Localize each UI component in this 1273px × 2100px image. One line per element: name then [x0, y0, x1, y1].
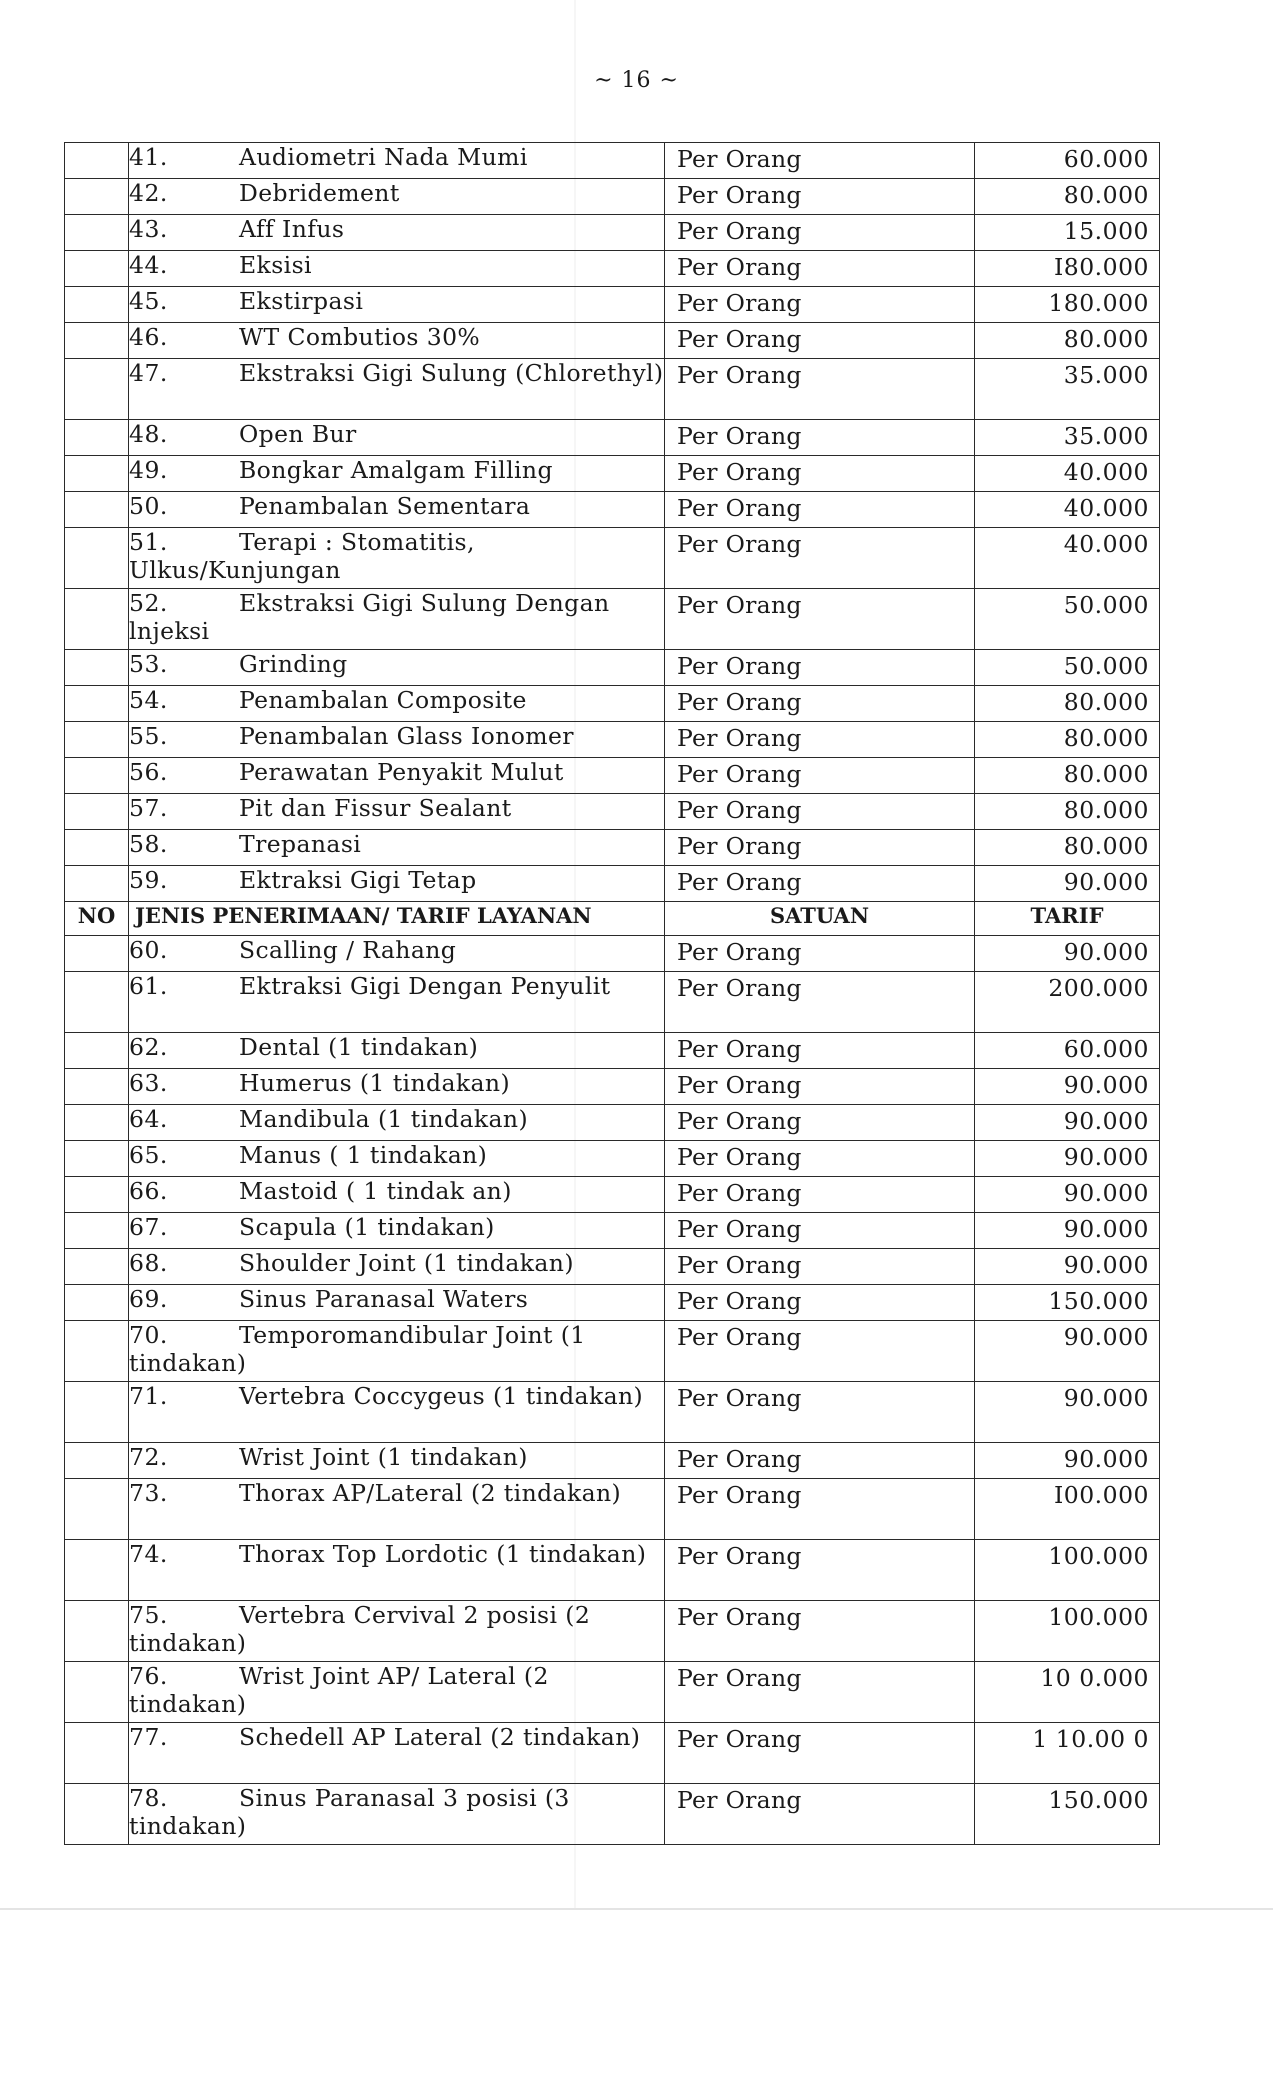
- row-item-cell: [129, 758, 665, 794]
- row-tarif-cell: 80.000: [975, 722, 1160, 758]
- row-tarif-cell: 90.000: [975, 1213, 1160, 1249]
- row-no-cell: [65, 650, 129, 686]
- row-unit-cell: Per Orang: [665, 1105, 975, 1141]
- row-unit-cell: Per Orang: [665, 251, 975, 287]
- item-number: 61.: [129, 972, 168, 1000]
- row-item-cell: [129, 528, 665, 589]
- table-row: [65, 1662, 1160, 1723]
- row-no-cell: [65, 1177, 129, 1213]
- item-name: Audiometri Nada Mumi: [239, 143, 528, 171]
- row-unit-cell: Per Orang: [665, 830, 975, 866]
- row-tarif-cell: 60.000: [975, 1033, 1160, 1069]
- row-unit-cell: Per Orang: [665, 866, 975, 902]
- row-tarif-cell: 90.000: [975, 1382, 1160, 1443]
- item-number: 49.: [129, 456, 168, 484]
- row-unit-cell: Per Orang: [665, 794, 975, 830]
- row-unit-cell: Per Orang: [665, 1382, 975, 1443]
- row-tarif-cell: 80.000: [975, 323, 1160, 359]
- item-number: 73.: [129, 1479, 168, 1507]
- row-tarif-cell: I80.000: [975, 251, 1160, 287]
- row-tarif-cell: 90.000: [975, 1069, 1160, 1105]
- item-name: Scapula (1 tindakan): [239, 1213, 495, 1241]
- item-name: Terapi : Stomatitis, Ulkus/Kunjungan: [129, 528, 475, 584]
- table-row: [65, 287, 1160, 323]
- row-item-cell: [129, 323, 665, 359]
- row-tarif-cell: 80.000: [975, 179, 1160, 215]
- row-item-cell: [129, 1213, 665, 1249]
- row-tarif-cell: 90.000: [975, 866, 1160, 902]
- table-row: [65, 830, 1160, 866]
- item-number: 57.: [129, 794, 168, 822]
- row-item-cell: [129, 1069, 665, 1105]
- row-no-cell: [65, 722, 129, 758]
- row-tarif-cell: 80.000: [975, 794, 1160, 830]
- row-no-cell: [65, 323, 129, 359]
- row-no-cell: [65, 1443, 129, 1479]
- row-no-cell: [65, 179, 129, 215]
- row-item-cell: [129, 650, 665, 686]
- table-row: [65, 866, 1160, 902]
- row-unit-cell: Per Orang: [665, 1213, 975, 1249]
- row-item-cell: [129, 1723, 665, 1784]
- item-name: Schedell AP Lateral (2 tindakan): [239, 1723, 641, 1751]
- row-tarif-cell: 90.000: [975, 1141, 1160, 1177]
- row-tarif-cell: 90.000: [975, 1443, 1160, 1479]
- row-item-cell: [129, 1105, 665, 1141]
- row-unit-cell: Per Orang: [665, 936, 975, 972]
- row-unit-cell: Per Orang: [665, 1069, 975, 1105]
- row-unit-cell: Per Orang: [665, 1321, 975, 1382]
- row-unit-cell: Per Orang: [665, 1443, 975, 1479]
- row-no-cell: [65, 1069, 129, 1105]
- item-name: Thorax AP/Lateral (2 tindakan): [239, 1479, 622, 1507]
- header-name: JENIS PENERIMAAN/ TARIF LAYANAN: [129, 902, 665, 936]
- row-unit-cell: Per Orang: [665, 179, 975, 215]
- row-no-cell: [65, 1723, 129, 1784]
- item-number: 48.: [129, 420, 168, 448]
- table-row: [65, 650, 1160, 686]
- row-tarif-cell: 150.000: [975, 1784, 1160, 1845]
- table-row: [65, 1540, 1160, 1601]
- row-tarif-cell: 80.000: [975, 758, 1160, 794]
- row-tarif-cell: 90.000: [975, 1321, 1160, 1382]
- header-no: NO: [65, 902, 129, 936]
- item-name: Dental (1 tindakan): [239, 1033, 479, 1061]
- item-number: 78.: [129, 1784, 168, 1812]
- row-unit-cell: Per Orang: [665, 686, 975, 722]
- row-no-cell: [65, 492, 129, 528]
- row-item-cell: [129, 1249, 665, 1285]
- row-unit-cell: Per Orang: [665, 1249, 975, 1285]
- row-item-cell: [129, 722, 665, 758]
- row-no-cell: [65, 758, 129, 794]
- row-no-cell: [65, 359, 129, 420]
- header-row: [65, 902, 1160, 936]
- item-number: 43.: [129, 215, 168, 243]
- item-name: Ekstraksi Gigi Sulung Dengan lnjeksi: [129, 589, 610, 645]
- item-name: Temporomandibular Joint (1 tindakan): [129, 1321, 586, 1377]
- row-unit-cell: Per Orang: [665, 1540, 975, 1601]
- row-item-cell: [129, 1601, 665, 1662]
- item-name: Mandibula (1 tindakan): [239, 1105, 529, 1133]
- table-row: [65, 492, 1160, 528]
- row-no-cell: [65, 972, 129, 1033]
- table-row: [65, 1177, 1160, 1213]
- item-name: Ektraksi Gigi Dengan Penyulit: [239, 972, 611, 1000]
- row-tarif-cell: 1 10.00 0: [975, 1723, 1160, 1784]
- table-row: [65, 1601, 1160, 1662]
- item-number: 63.: [129, 1069, 168, 1097]
- item-name: Ekstirpasi: [239, 287, 364, 315]
- item-number: 45.: [129, 287, 168, 315]
- row-item-cell: [129, 866, 665, 902]
- row-tarif-cell: 50.000: [975, 650, 1160, 686]
- row-tarif-cell: 90.000: [975, 1177, 1160, 1213]
- table-row: [65, 251, 1160, 287]
- row-unit-cell: Per Orang: [665, 650, 975, 686]
- item-number: 74.: [129, 1540, 168, 1568]
- row-unit-cell: Per Orang: [665, 1723, 975, 1784]
- row-tarif-cell: 100.000: [975, 1540, 1160, 1601]
- item-name: Manus ( 1 tindakan): [239, 1141, 488, 1169]
- item-number: 66.: [129, 1177, 168, 1205]
- row-unit-cell: Per Orang: [665, 1662, 975, 1723]
- row-no-cell: [65, 420, 129, 456]
- table-row: [65, 722, 1160, 758]
- row-tarif-cell: 40.000: [975, 456, 1160, 492]
- row-unit-cell: Per Orang: [665, 528, 975, 589]
- table-row: [65, 1033, 1160, 1069]
- item-number: 75.: [129, 1601, 168, 1629]
- table-row: [65, 1479, 1160, 1540]
- row-tarif-cell: 40.000: [975, 528, 1160, 589]
- row-tarif-cell: 90.000: [975, 1249, 1160, 1285]
- row-unit-cell: Per Orang: [665, 1479, 975, 1540]
- row-no-cell: [65, 1479, 129, 1540]
- table-row: [65, 1249, 1160, 1285]
- row-unit-cell: Per Orang: [665, 972, 975, 1033]
- item-name: Humerus (1 tindakan): [239, 1069, 511, 1097]
- row-no-cell: [65, 1141, 129, 1177]
- row-no-cell: [65, 1249, 129, 1285]
- table-body-bottom: [65, 936, 1160, 1845]
- row-item-cell: [129, 1382, 665, 1443]
- row-item-cell: [129, 936, 665, 972]
- row-no-cell: [65, 1321, 129, 1382]
- row-tarif-cell: 100.000: [975, 1601, 1160, 1662]
- row-item-cell: [129, 972, 665, 1033]
- row-tarif-cell: 40.000: [975, 492, 1160, 528]
- row-no-cell: [65, 866, 129, 902]
- row-tarif-cell: 80.000: [975, 686, 1160, 722]
- table-row: [65, 758, 1160, 794]
- item-name: Sinus Paranasal 3 posisi (3 tindakan): [129, 1784, 570, 1840]
- item-name: Vertebra Coccygeus (1 tindakan): [239, 1382, 644, 1410]
- page-number: ~ 16 ~: [594, 68, 679, 93]
- table-row: [65, 686, 1160, 722]
- table-row: [65, 179, 1160, 215]
- row-item-cell: [129, 1141, 665, 1177]
- row-no-cell: [65, 1382, 129, 1443]
- table-body-top: [65, 143, 1160, 902]
- row-unit-cell: Per Orang: [665, 1784, 975, 1845]
- table-row: [65, 1105, 1160, 1141]
- row-tarif-cell: 60.000: [975, 143, 1160, 179]
- item-name: Ekstraksi Gigi Sulung (Chlorethyl): [239, 359, 664, 387]
- table-row: [65, 420, 1160, 456]
- row-item-cell: [129, 359, 665, 420]
- item-name: WT Combutios 30%: [239, 323, 481, 351]
- table-row: [65, 456, 1160, 492]
- row-no-cell: [65, 1784, 129, 1845]
- item-number: 46.: [129, 323, 168, 351]
- row-no-cell: [65, 936, 129, 972]
- item-name: Wrist Joint AP/ Lateral (2 tindakan): [129, 1662, 549, 1718]
- row-unit-cell: Per Orang: [665, 287, 975, 323]
- row-tarif-cell: 35.000: [975, 359, 1160, 420]
- row-no-cell: [65, 528, 129, 589]
- item-name: Wrist Joint (1 tindakan): [239, 1443, 528, 1471]
- row-item-cell: [129, 1033, 665, 1069]
- table-row: [65, 936, 1160, 972]
- tariff-table: [64, 142, 1160, 1845]
- row-no-cell: [65, 1662, 129, 1723]
- row-unit-cell: Per Orang: [665, 589, 975, 650]
- table-row: [65, 528, 1160, 589]
- row-tarif-cell: 50.000: [975, 589, 1160, 650]
- item-name: Mastoid ( 1 tindak an): [239, 1177, 512, 1205]
- row-no-cell: [65, 143, 129, 179]
- row-no-cell: [65, 1213, 129, 1249]
- item-number: 65.: [129, 1141, 168, 1169]
- row-no-cell: [65, 456, 129, 492]
- item-number: 62.: [129, 1033, 168, 1061]
- item-name: Grinding: [239, 650, 348, 678]
- row-tarif-cell: 35.000: [975, 420, 1160, 456]
- row-no-cell: [65, 1540, 129, 1601]
- item-name: Open Bur: [239, 420, 357, 448]
- table-row: [65, 1443, 1160, 1479]
- row-tarif-cell: 80.000: [975, 830, 1160, 866]
- row-unit-cell: Per Orang: [665, 1033, 975, 1069]
- row-no-cell: [65, 1285, 129, 1321]
- row-tarif-cell: 180.000: [975, 287, 1160, 323]
- item-name: Bongkar Amalgam Filling: [239, 456, 553, 484]
- row-item-cell: [129, 589, 665, 650]
- row-tarif-cell: 150.000: [975, 1285, 1160, 1321]
- item-number: 41.: [129, 143, 168, 171]
- header-unit: SATUAN: [665, 902, 975, 936]
- row-item-cell: [129, 287, 665, 323]
- table-row: [65, 1069, 1160, 1105]
- table-row: [65, 794, 1160, 830]
- table-row: [65, 1213, 1160, 1249]
- table-row: [65, 359, 1160, 420]
- row-no-cell: [65, 287, 129, 323]
- header-tarif: TARIF: [975, 902, 1160, 936]
- table-row: [65, 1141, 1160, 1177]
- item-number: 50.: [129, 492, 168, 520]
- item-number: 59.: [129, 866, 168, 894]
- row-unit-cell: Per Orang: [665, 323, 975, 359]
- row-unit-cell: Per Orang: [665, 1141, 975, 1177]
- item-number: 60.: [129, 936, 168, 964]
- table-row: [65, 972, 1160, 1033]
- item-name: Pit dan Fissur Sealant: [239, 794, 512, 822]
- item-number: 58.: [129, 830, 168, 858]
- item-number: 77.: [129, 1723, 168, 1751]
- row-item-cell: [129, 1285, 665, 1321]
- row-no-cell: [65, 1105, 129, 1141]
- row-item-cell: [129, 215, 665, 251]
- item-name: Shoulder Joint (1 tindakan): [239, 1249, 574, 1277]
- row-unit-cell: Per Orang: [665, 215, 975, 251]
- row-no-cell: [65, 830, 129, 866]
- row-no-cell: [65, 251, 129, 287]
- scan-edge-line: [0, 1908, 1273, 1910]
- item-name: Thorax Top Lordotic (1 tindakan): [239, 1540, 647, 1568]
- item-number: 71.: [129, 1382, 168, 1410]
- item-number: 76.: [129, 1662, 168, 1690]
- row-item-cell: [129, 251, 665, 287]
- table-row: [65, 1285, 1160, 1321]
- row-unit-cell: Per Orang: [665, 1601, 975, 1662]
- item-number: 51.: [129, 528, 168, 556]
- item-name: Penambalan Sementara: [239, 492, 531, 520]
- item-number: 68.: [129, 1249, 168, 1277]
- row-tarif-cell: I00.000: [975, 1479, 1160, 1540]
- row-item-cell: [129, 1177, 665, 1213]
- row-item-cell: [129, 794, 665, 830]
- row-item-cell: [129, 830, 665, 866]
- row-unit-cell: Per Orang: [665, 1285, 975, 1321]
- item-name: Scalling / Rahang: [239, 936, 457, 964]
- row-item-cell: [129, 143, 665, 179]
- item-number: 53.: [129, 650, 168, 678]
- row-no-cell: [65, 589, 129, 650]
- item-name: Eksisi: [239, 251, 312, 279]
- item-name: Vertebra Cervival 2 posisi (2 tindakan): [129, 1601, 591, 1657]
- item-name: Trepanasi: [239, 830, 362, 858]
- row-item-cell: [129, 1443, 665, 1479]
- row-unit-cell: Per Orang: [665, 359, 975, 420]
- row-tarif-cell: 90.000: [975, 1105, 1160, 1141]
- table-header: [65, 902, 1160, 936]
- table-row: [65, 1382, 1160, 1443]
- item-number: 67.: [129, 1213, 168, 1241]
- row-item-cell: [129, 492, 665, 528]
- row-unit-cell: Per Orang: [665, 758, 975, 794]
- row-item-cell: [129, 686, 665, 722]
- item-number: 44.: [129, 251, 168, 279]
- item-number: 56.: [129, 758, 168, 786]
- row-tarif-cell: 90.000: [975, 936, 1160, 972]
- item-name: Perawatan Penyakit Mulut: [239, 758, 564, 786]
- item-number: 72.: [129, 1443, 168, 1471]
- table-row: [65, 1723, 1160, 1784]
- item-number: 42.: [129, 179, 168, 207]
- row-item-cell: [129, 1784, 665, 1845]
- row-item-cell: [129, 420, 665, 456]
- row-unit-cell: Per Orang: [665, 1177, 975, 1213]
- row-no-cell: [65, 1033, 129, 1069]
- item-name: Debridement: [239, 179, 400, 207]
- table-row: [65, 589, 1160, 650]
- row-item-cell: [129, 179, 665, 215]
- row-item-cell: [129, 1321, 665, 1382]
- row-unit-cell: Per Orang: [665, 722, 975, 758]
- row-no-cell: [65, 1601, 129, 1662]
- row-unit-cell: Per Orang: [665, 143, 975, 179]
- table-row: [65, 143, 1160, 179]
- row-item-cell: [129, 1540, 665, 1601]
- row-unit-cell: Per Orang: [665, 456, 975, 492]
- item-name: Penambalan Glass Ionomer: [239, 722, 574, 750]
- table-row: [65, 1784, 1160, 1845]
- row-unit-cell: Per Orang: [665, 492, 975, 528]
- item-number: 55.: [129, 722, 168, 750]
- row-item-cell: [129, 1479, 665, 1540]
- row-item-cell: [129, 1662, 665, 1723]
- item-number: 70.: [129, 1321, 168, 1349]
- item-name: Aff Infus: [239, 215, 345, 243]
- row-unit-cell: Per Orang: [665, 420, 975, 456]
- table-row: [65, 323, 1160, 359]
- item-number: 54.: [129, 686, 168, 714]
- row-no-cell: [65, 215, 129, 251]
- item-name: Sinus Paranasal Waters: [239, 1285, 529, 1313]
- table-row: [65, 1321, 1160, 1382]
- item-name: Penambalan Composite: [239, 686, 527, 714]
- table-row: [65, 215, 1160, 251]
- row-no-cell: [65, 686, 129, 722]
- item-number: 47.: [129, 359, 168, 387]
- row-no-cell: [65, 794, 129, 830]
- item-number: 64.: [129, 1105, 168, 1133]
- item-number: 52.: [129, 589, 168, 617]
- item-name: Ektraksi Gigi Tetap: [239, 866, 477, 894]
- row-tarif-cell: 10 0.000: [975, 1662, 1160, 1723]
- item-number: 69.: [129, 1285, 168, 1313]
- row-tarif-cell: 200.000: [975, 972, 1160, 1033]
- row-tarif-cell: 15.000: [975, 215, 1160, 251]
- row-item-cell: [129, 456, 665, 492]
